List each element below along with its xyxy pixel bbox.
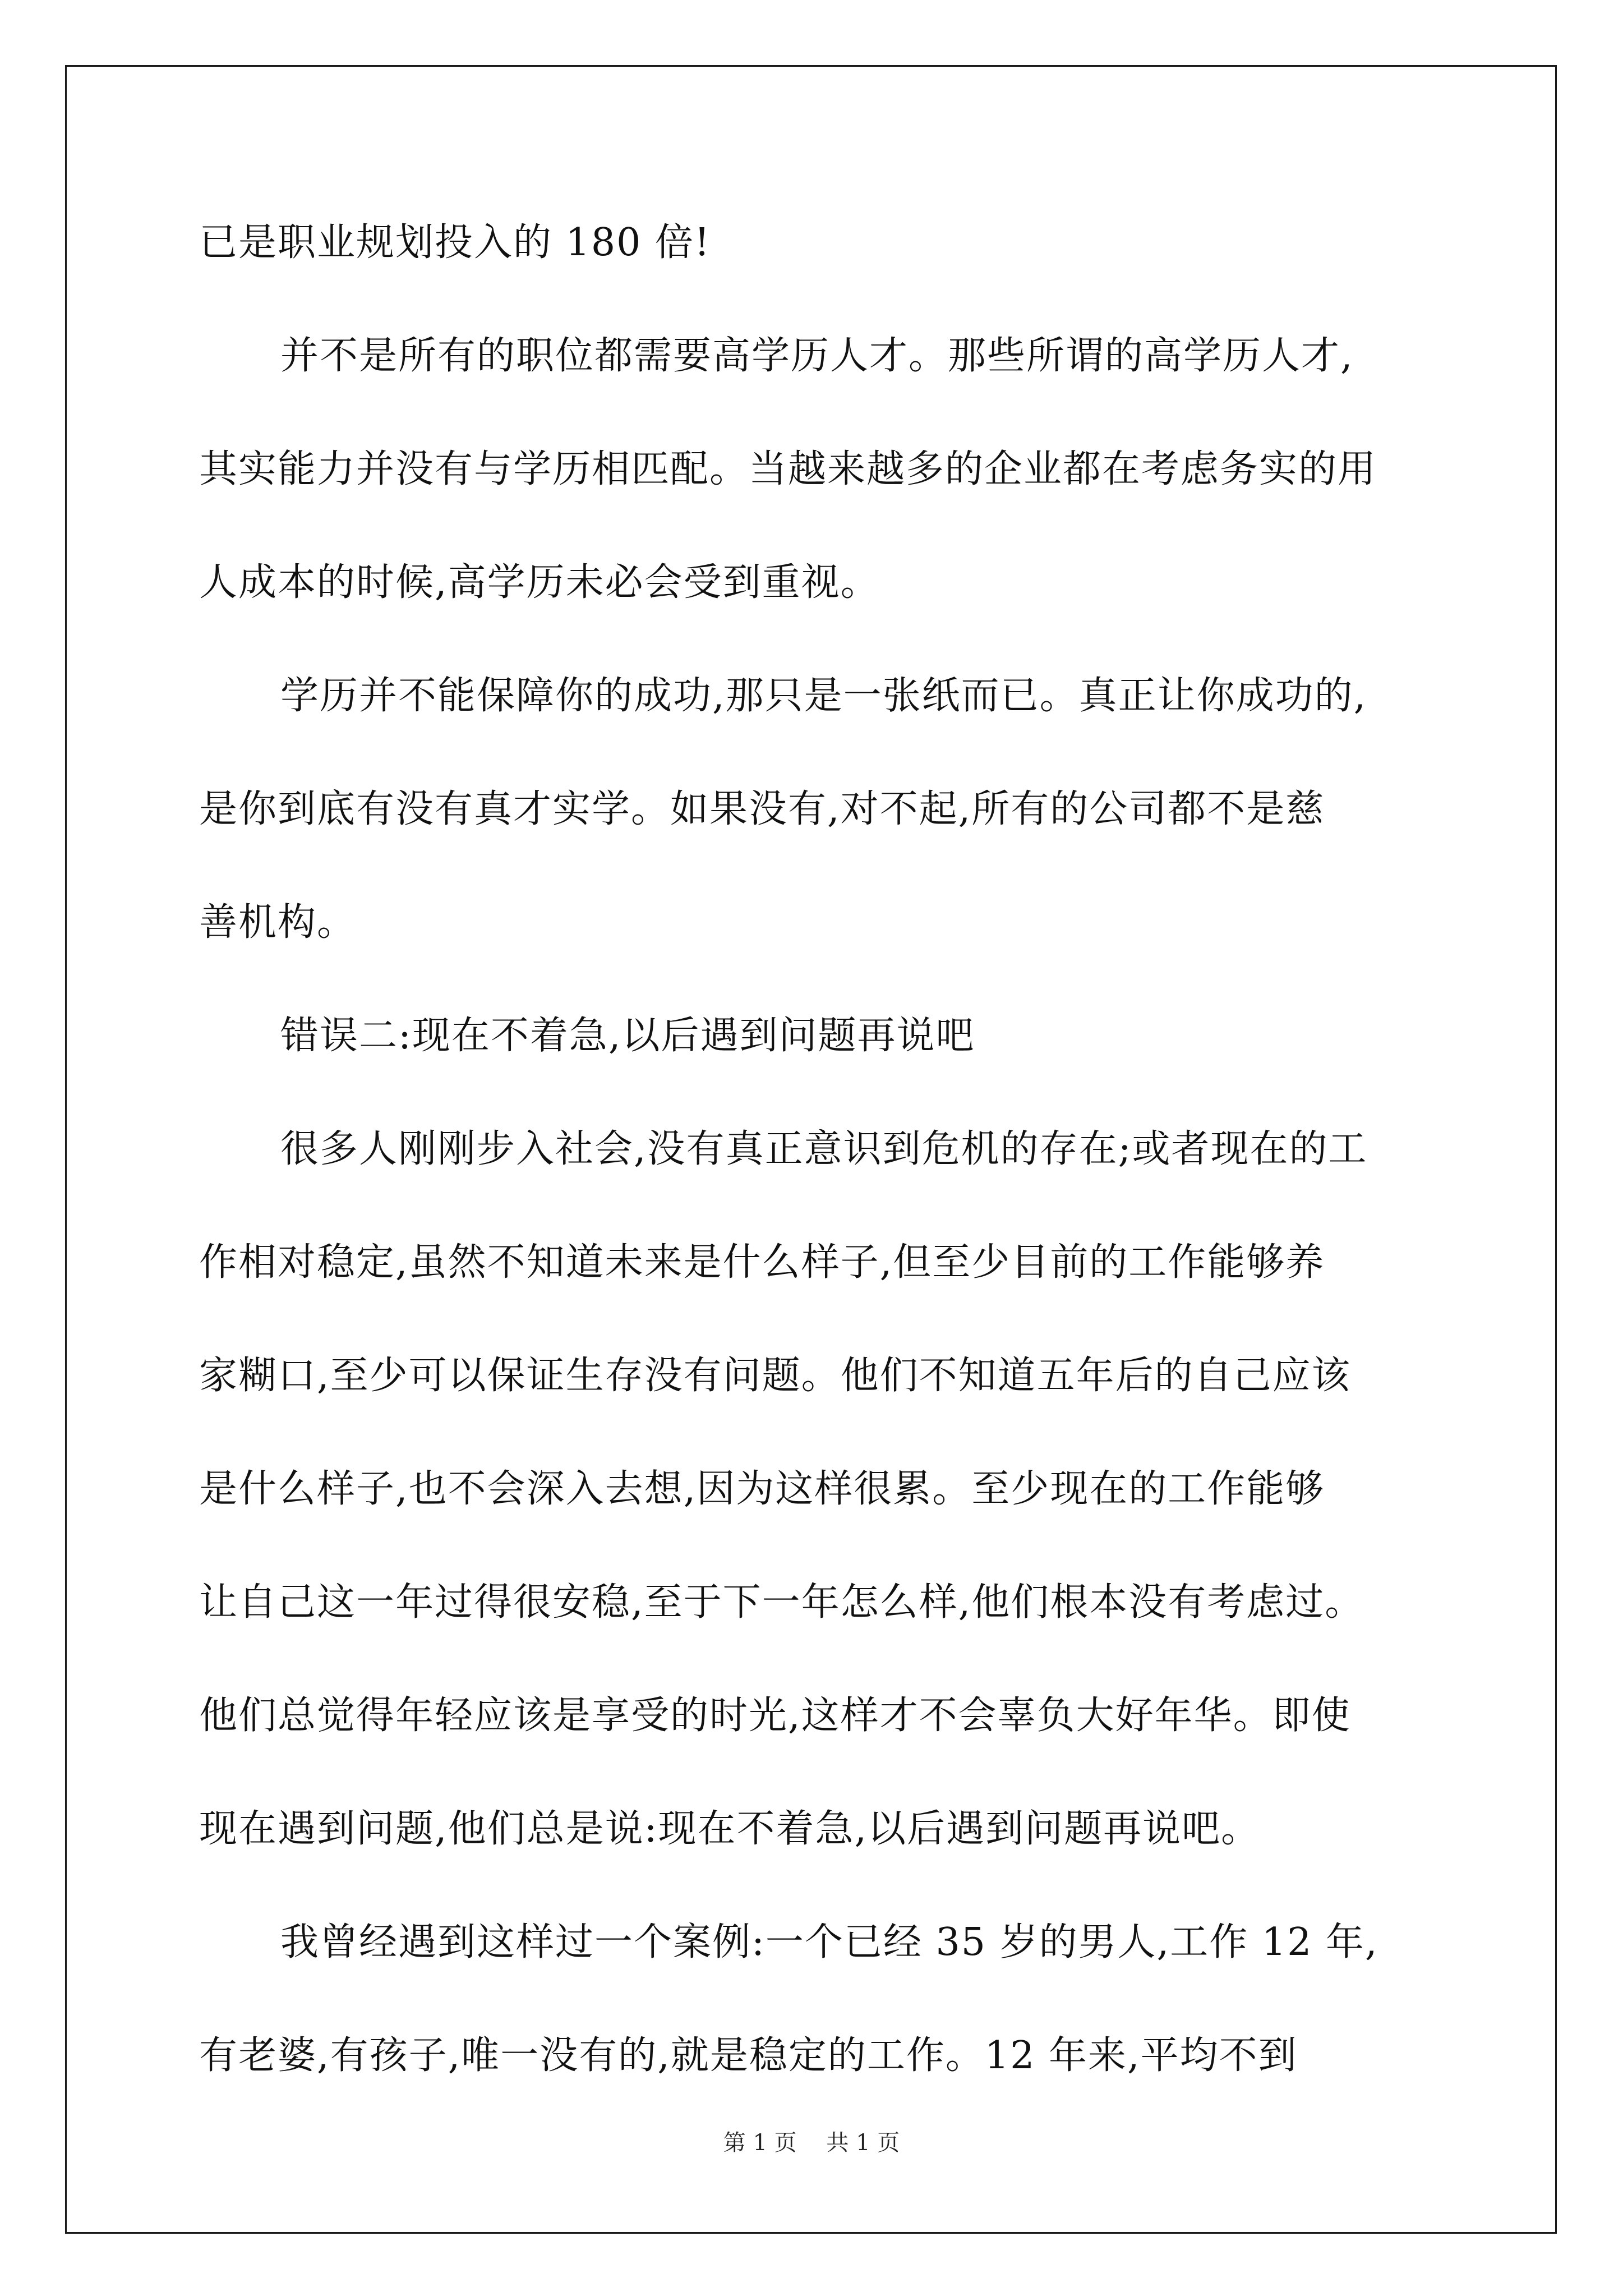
- text-line-1: 已是职业规划投入的 180 倍!: [199, 220, 711, 265]
- text-line-14: 他们总觉得年轻应该是享受的时光,这样才不会辜负大好年华。即使: [199, 1694, 1351, 1738]
- section-heading: 错误二:现在不着急,以后遇到问题再说吧: [280, 1014, 975, 1058]
- text-line-12: 是什么样子,也不会深入去想,因为这样很累。至少现在的工作能够: [199, 1467, 1325, 1511]
- page-number: 第 1 页: [723, 2130, 797, 2156]
- text-line-6: 是你到底有没有真才实学。如果没有,对不起,所有的公司都不是慈: [199, 787, 1325, 831]
- text-line-7: 善机构。: [199, 900, 357, 945]
- text-line-4: 人成本的时候,高学历未必会受到重视。: [199, 560, 880, 605]
- text-line-11: 家糊口,至少可以保证生存没有问题。他们不知道五年后的自己应该: [199, 1354, 1351, 1398]
- page-total: 共 1 页: [826, 2130, 900, 2156]
- text-line-13: 让自己这一年过得很安稳,至于下一年怎么样,他们根本没有考虑过。: [199, 1580, 1364, 1625]
- text-line-5: 学历并不能保障你的成功,那只是一张纸而已。真正让你成功的,: [280, 674, 1367, 718]
- text-line-2: 并不是所有的职位都需要高学历人才。那些所谓的高学历人才,: [280, 334, 1354, 378]
- text-line-17: 有老婆,有孩子,唯一没有的,就是稳定的工作。12 年来,平均不到: [199, 2033, 1298, 2078]
- text-line-9: 很多人刚刚步入社会,没有真正意识到危机的存在;或者现在的工: [280, 1127, 1368, 1171]
- page-footer: [0, 2126, 1623, 2160]
- text-line-16: 我曾经遇到这样过一个案例:一个已经 35 岁的男人,工作 12 年,: [280, 1920, 1378, 1964]
- text-line-15: 现在遇到问题,他们总是说:现在不着急,以后遇到问题再说吧。: [199, 1807, 1261, 1851]
- text-line-3: 其实能力并没有与学历相匹配。当越来越多的企业都在考虑务实的用: [199, 447, 1377, 491]
- text-line-10: 作相对稳定,虽然不知道未来是什么样子,但至少目前的工作能够养: [199, 1240, 1325, 1285]
